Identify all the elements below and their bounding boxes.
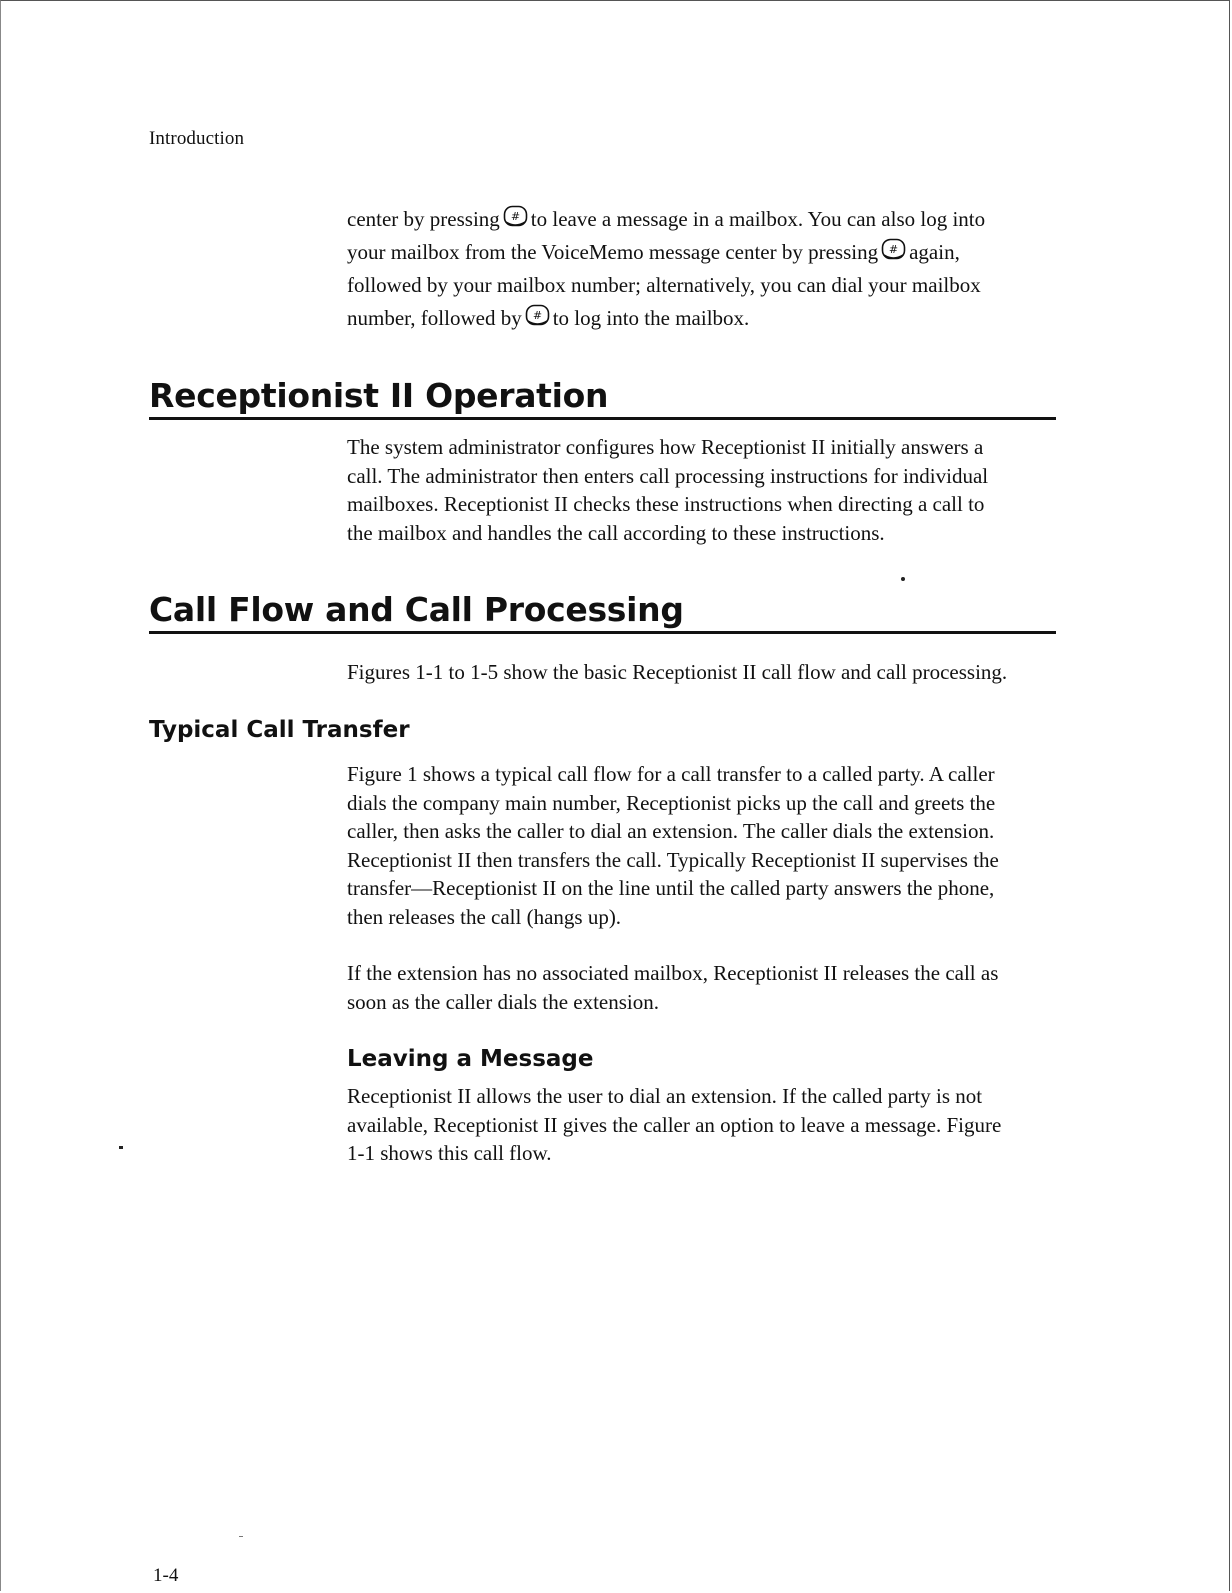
- paragraph-line: soon as the caller dials the extension.: [347, 989, 659, 1014]
- pound-key-icon: [881, 238, 906, 262]
- paragraph-line: then releases the call (hangs up).: [347, 904, 622, 929]
- paragraph-line: Figure 1 shows a typical call flow for a call transfer to a called party. A caller: [347, 762, 995, 786]
- paragraph-line: the mailbox and handles the call according to these instructions.: [347, 520, 885, 545]
- svg-text:#: #: [532, 309, 542, 322]
- typical-transfer-paragraph-1: [347, 760, 1047, 931]
- paragraph-line: call. The administrator then enters call processing instructions for individual: [347, 463, 989, 488]
- intro-line-3: followed by your mailbox number; alternatively, you can dial your mailbox: [347, 273, 981, 297]
- call-flow-intro: [347, 658, 1047, 687]
- intro-line-4: number, followed by # to log into the mailbox.: [347, 306, 750, 330]
- paragraph-line: available, Receptionist II gives the caller an option to leave a message. Figure: [347, 1112, 1002, 1137]
- paragraph-line: If the extension has no associated mailbox, Receptionist II releases the call as: [347, 961, 999, 985]
- paragraph-line: transfer—Receptionist II on the line until the called party answers the phone,: [347, 876, 995, 900]
- receptionist-paragraph: [347, 433, 1047, 547]
- scan-speck: [901, 577, 905, 581]
- intro-paragraph: [347, 203, 1047, 335]
- paragraph-line: Figures 1-1 to 1-5 show the basic Receptionist II call flow and call processing.: [347, 660, 1008, 684]
- leaving-message-paragraph: [347, 1082, 1047, 1168]
- intro-line-2: your mailbox from the VoiceMemo message center by pressing # again,: [347, 240, 960, 264]
- paragraph-line: 1-1 shows this call flow.: [347, 1141, 552, 1165]
- paragraph-line: Receptionist II allows the user to dial an extension. If the called party is not: [347, 1084, 983, 1108]
- running-head: Introduction: [149, 128, 245, 149]
- page-number: 1-4: [153, 1565, 179, 1586]
- paragraph-line: mailboxes. Receptionist II checks these instructions when directing a call to: [347, 492, 985, 516]
- scan-speck: [119, 1146, 123, 1149]
- intro-line-1: center by pressing # to leave a message in a mailbox. You can also log into: [347, 207, 986, 231]
- scan-speck: [239, 1536, 243, 1537]
- pound-key-icon: [503, 205, 528, 229]
- subsection-heading-typical-transfer: Typical Call Transfer: [149, 717, 410, 743]
- pound-key-icon: [525, 304, 550, 328]
- paragraph-line: Receptionist II then transfers the call. Typically Receptionist II supervises the: [347, 847, 999, 872]
- paragraph-line: dials the company main number, Receptionist picks up the call and greets the: [347, 790, 996, 815]
- paragraph-line: The system administrator configures how Receptionist II initially answers a: [347, 435, 984, 459]
- subsection-heading-leaving-message: Leaving a Message: [347, 1046, 594, 1072]
- typical-transfer-paragraph-2: [347, 959, 1047, 1016]
- section-heading-receptionist: Receptionist II Operation: [149, 375, 1056, 420]
- svg-text:#: #: [510, 210, 520, 223]
- paragraph-line: caller, then asks the caller to dial an extension. The caller dials the extension.: [347, 819, 995, 843]
- svg-text:#: #: [889, 243, 899, 256]
- section-heading-call-flow: Call Flow and Call Processing: [149, 589, 1056, 634]
